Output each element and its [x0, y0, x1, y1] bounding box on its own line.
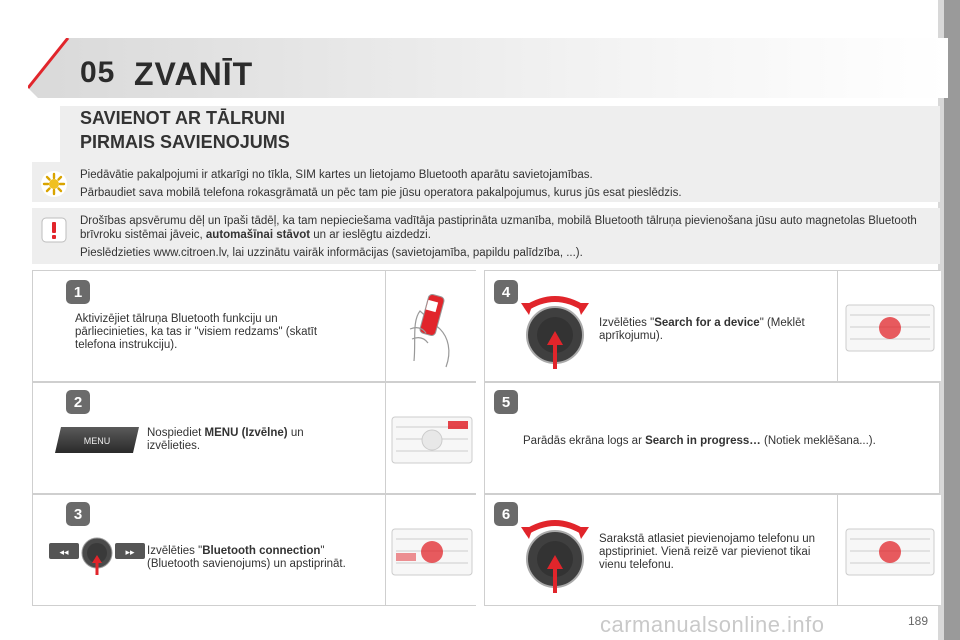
menu-button	[53, 425, 141, 455]
step-text: Sarakstā atlasiet pievienojamo telefonu un apstipriniet. Vienā reizē var pievienot tikai vienu telefonu.	[599, 533, 816, 571]
chapter-number: 05	[80, 56, 116, 89]
info-text	[80, 214, 928, 264]
info-paragraph: Pieslēdzieties www.citroen.lv, lai uzzinātu vairāk informācijas (savietojamība, papildu palīdzība, ...).	[80, 247, 583, 259]
chapter-title: ZVANĪT	[134, 56, 254, 92]
info-box-services	[32, 162, 940, 202]
radio-thumbnail	[837, 271, 941, 381]
radio-panel-icon	[386, 495, 478, 607]
step-number-badge	[493, 279, 519, 305]
radio-panel-icon	[386, 383, 478, 495]
svg-text:◂◂: ◂◂	[59, 547, 69, 557]
step-text-bold: MENU (Izvēlne)	[204, 427, 288, 439]
step-text-post: " (Meklēt aprīkojumu).	[599, 317, 805, 342]
step-text-pre: Nospiediet	[147, 427, 205, 439]
step-number: 3	[73, 506, 83, 523]
step-5	[484, 382, 940, 494]
section-subtitle: PIRMAIS SAVIENOJUMS	[80, 132, 290, 152]
step-text-bold: Search in progress…	[645, 435, 761, 447]
menu-button-label: MENU	[83, 436, 111, 446]
page-number: 189	[908, 614, 929, 628]
step-text-pre: Izvēlēties "	[599, 317, 655, 329]
step-number-badge	[493, 501, 519, 527]
phone-illustration	[385, 271, 477, 381]
rotary-knob-turn-icon	[519, 505, 591, 597]
step-number: 1	[73, 284, 83, 301]
step-number-badge	[65, 279, 91, 305]
svg-text:▸▸: ▸▸	[125, 547, 135, 557]
step-text	[599, 317, 819, 343]
step-text	[147, 427, 347, 453]
step-number: 2	[73, 394, 83, 411]
info-span: un ar ieslēgtu aizdedzi.	[310, 229, 431, 241]
info-paragraph	[80, 214, 928, 242]
step-number: 6	[501, 506, 511, 523]
step-text-post: un izvēlieties.	[147, 427, 304, 452]
step-2	[32, 382, 476, 494]
step-text-post: " (Bluetooth savienojums) un apstiprināt.	[147, 545, 346, 570]
section-title: SAVIENOT AR TĀLRUNI	[80, 108, 285, 128]
step-text-bold: Bluetooth connection	[202, 545, 321, 557]
info-bold: automašīnai stāvot	[205, 229, 311, 241]
radio-thumbnail	[385, 383, 477, 493]
radio-panel-icon	[838, 495, 942, 607]
step-text	[147, 545, 377, 571]
step-number-badge	[65, 501, 91, 527]
info-line: Pārbaudiet sava mobilā telefona rokasgrāmatā un pēc tam pie jūsu operatora pakalpojumus, kurus jūs esat pieslēdzis.	[80, 187, 682, 199]
chapter-header	[28, 38, 948, 98]
step-number-badge	[65, 389, 91, 415]
step-text-pre: Izvēlēties "	[147, 545, 203, 557]
step-1	[32, 270, 476, 382]
step-number: 5	[501, 394, 511, 411]
info-line: Piedāvātie pakalpojumi ir atkarīgi no tīkla, SIM kartes un lietojamo Bluetooth aparātu savietojamības.	[80, 169, 593, 181]
info-box-safety	[32, 208, 940, 264]
step-text-bold: Search for a device	[654, 317, 760, 329]
watermark: carmanualsonline.info	[600, 612, 825, 637]
step-text	[523, 435, 935, 448]
warning-icon	[40, 216, 68, 244]
step-number-badge	[493, 389, 519, 415]
step-3	[32, 494, 476, 606]
step-4	[484, 270, 940, 382]
step-text: Aktivizējiet tālruņa Bluetooth funkciju un pārliecinieties, ka tas ir "visiem redzams" (skatīt telefona instrukciju).	[75, 313, 318, 351]
info-span: Drošības apsvērumu dēļ un īpaši tādēļ, ka tam nepieciešama vadītāja pastiprināta uzmanība, mobilā Bluetooth tālruņa pievienošana jūsu auto magnetolas Bluetooth brīvroku sistēmai jāveic,	[80, 215, 917, 241]
step-text-post: (Notiek meklēšana...).	[760, 435, 876, 447]
rotary-knob-turn-icon	[519, 281, 591, 373]
info-text	[80, 168, 928, 204]
radio-thumbnail	[385, 495, 477, 605]
radio-thumbnail	[837, 495, 941, 605]
radio-panel-icon	[838, 271, 942, 383]
section-header	[60, 106, 940, 162]
rotary-knob-with-arrows	[47, 531, 147, 577]
gear-icon	[40, 170, 68, 198]
phone-hand-icon	[386, 271, 478, 383]
step-text-pre: Parādās ekrāna logs ar	[523, 435, 646, 447]
step-number: 4	[501, 284, 511, 301]
step-6	[484, 494, 940, 606]
